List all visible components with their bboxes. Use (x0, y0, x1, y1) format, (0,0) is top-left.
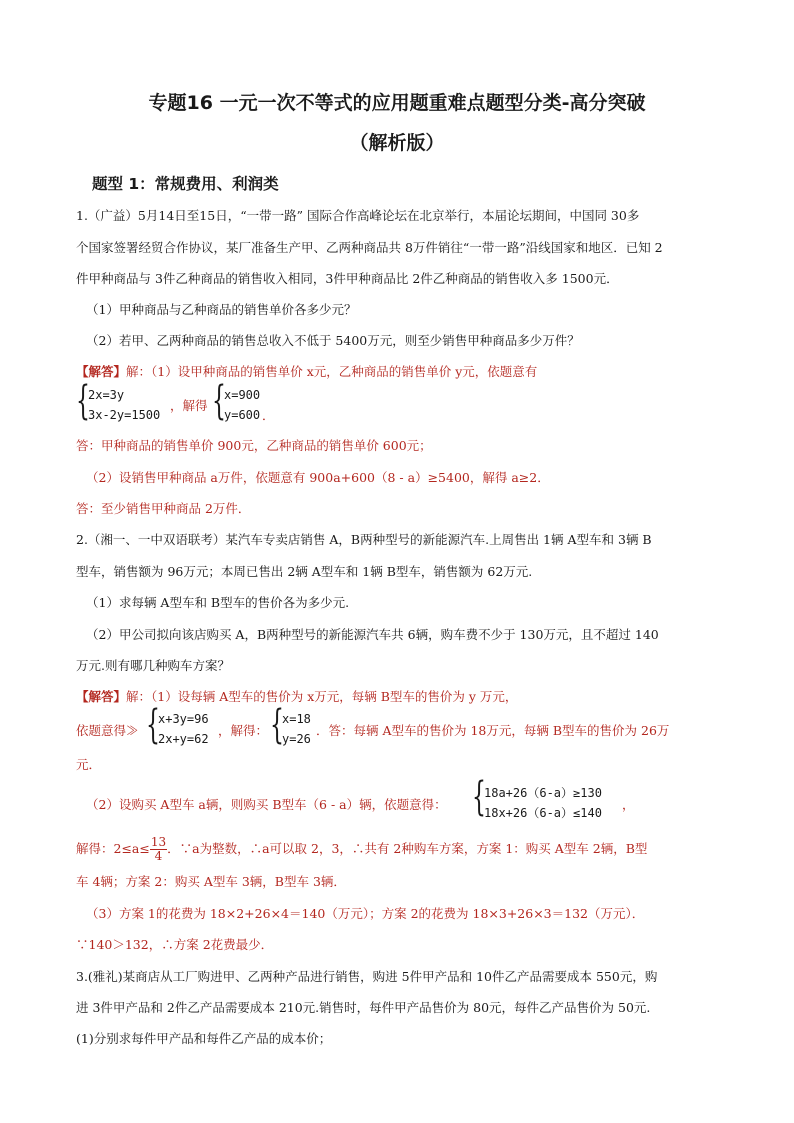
q2-solve-word: ，解得： (218, 723, 269, 738)
q1-solution-text: 解：（1）设甲种商品的销售单价 x元，乙种商品的销售单价 y元，依题意有 (126, 364, 538, 379)
section-heading: 题型 1：常规费用、利润类 (92, 175, 279, 193)
q2-solution-text: 解：（1）设每辆 A型车的售价为 x万元，每辆 B型车的售价为 y 万元， (126, 689, 518, 704)
q2-part-1: （1）求每辆 A型车和 B型车的售价各为多少元. (86, 595, 350, 610)
q2-solution-4: 车 4辆；方案 2：购买 A型车 3辆，B型车 3辆． (76, 874, 346, 889)
q2-line-1: 2.（湘一、一中双语联考）某汽车专卖店销售 A，B两种型号的新能源汽车.上周售出 1辆 A型车和 3辆 B (76, 532, 652, 547)
q1-solve-word: ，解得 (170, 398, 208, 413)
q2-comma: ， (622, 797, 635, 812)
brace: { (270, 702, 284, 748)
document-title: 专题16 一元一次不等式的应用题重难点题型分类-高分突破 (148, 92, 646, 114)
q1-solution-2: （2）设销售甲种商品 a万件，依题意有 900a+600（8 - a）≥5400，解得 a≥2． (86, 470, 550, 485)
equation: x+3y=96 (158, 712, 209, 726)
equation: x=900 (224, 388, 261, 402)
q1-solution-1 (76, 364, 537, 380)
q3-part-1: (1)分别求每件甲产品和每件乙产品的成本价； (76, 1031, 332, 1046)
equation: y=600 (224, 408, 261, 422)
q2-according: 依题意得≫ (76, 723, 139, 738)
equation: x=18 (282, 712, 311, 726)
inequality: 18x+26（6-a）≤140 (484, 806, 602, 820)
inequality: 18a+26（6-a）≥130 (484, 786, 602, 800)
brace: { (146, 702, 160, 748)
brace: { (76, 378, 90, 424)
q2-answer-1-end: 元． (76, 757, 102, 772)
equation: 2x+y=62 (158, 732, 209, 746)
denominator: 4 (154, 849, 163, 863)
numerator: 13 (150, 835, 167, 849)
q2-solution-2: （2）设购买 A型车 a辆，则购买 B型车（6 - a）辆，依题意得： (86, 797, 447, 812)
q2-part-2: （2）甲公司拟向该店购买 A，B两种型号的新能源汽车共 6辆，购车费不少于 130万元，且不超过 140 (86, 627, 659, 642)
q2-solution-3 (76, 836, 647, 863)
equation: 2x=3y (88, 388, 125, 402)
q2-conclusion: ∵140＞132，∴方案 2花费最少． (76, 937, 274, 952)
brace: { (212, 378, 226, 424)
fraction-13-4 (150, 836, 167, 863)
equation: 3x-2y=1500 (88, 408, 161, 422)
q1-part-2: （2）若甲、乙两种商品的销售总收入不低于 5400万元，则至少销售甲种商品多少万件？ (86, 333, 580, 348)
document-subtitle: （解析版） (349, 132, 445, 154)
answer-tag: 【解答】 (76, 364, 127, 379)
q1-answer-2: 答：至少销售甲种商品 2万件． (76, 501, 251, 516)
q1-line-1: 1.（广益）5月14日至15日，“一带一路” 国际合作高峰论坛在北京举行，本届论坛期间，中国同 30多 (76, 208, 640, 223)
q3-line-1: 3.(雅礼)某商店从工厂购进甲、乙两种产品进行销售，购进 5件甲产品和 10件乙产品需要成本 550元，购 (76, 969, 658, 984)
equation: y=26 (282, 732, 311, 746)
q1-line-2: 个国家签署经贸合作协议，某厂准备生产甲、乙两种商品共 8万件销往“一带一路”沿线国家和地区．已知 2 (76, 240, 663, 255)
answer-tag: 【解答】 (76, 689, 127, 704)
q2-line-2: 型车，销售额为 96万元；本周已售出 2辆 A型车和 1辆 B型车，销售额为 62万元. (76, 564, 533, 579)
q2-answer-1: ．答：每辆 A型车的售价为 18万元，每辆 B型车的售价为 26万 (316, 723, 670, 738)
q2-range-text: 解得：2≤a≤ (76, 841, 150, 856)
q1-answer-1: 答：甲种商品的销售单价 900元，乙种商品的销售单价 600元； (76, 438, 432, 453)
brace: { (472, 774, 486, 820)
q2-plans-text: ．∵a为整数，∴a可以取 2，3，∴共有 2种购车方案，方案 1：购买 A型车 2辆，B型 (167, 841, 648, 856)
q2-part-2-cont: 万元.则有哪几种购车方案？ (76, 658, 230, 673)
q2-solution-5: （3）方案 1的花费为 18×2+26×4＝140（万元）；方案 2的花费为 18×3+26×3＝132（万元）． (86, 906, 645, 921)
q1-line-3: 件甲种商品与 3件乙种商品的销售收入相同，3件甲种商品比 2件乙种商品的销售收入多 1500元． (76, 271, 619, 286)
q1-part-1: （1）甲种商品与乙种商品的销售单价各多少元？ (86, 302, 357, 317)
q3-line-2: 进 3件甲产品和 2件乙产品需要成本 210元.销售时，每件甲产品售价为 80元，每件乙产品售价为 50元. (76, 1000, 651, 1015)
q1-period: ． (262, 408, 275, 423)
q2-solution-1 (76, 689, 517, 705)
